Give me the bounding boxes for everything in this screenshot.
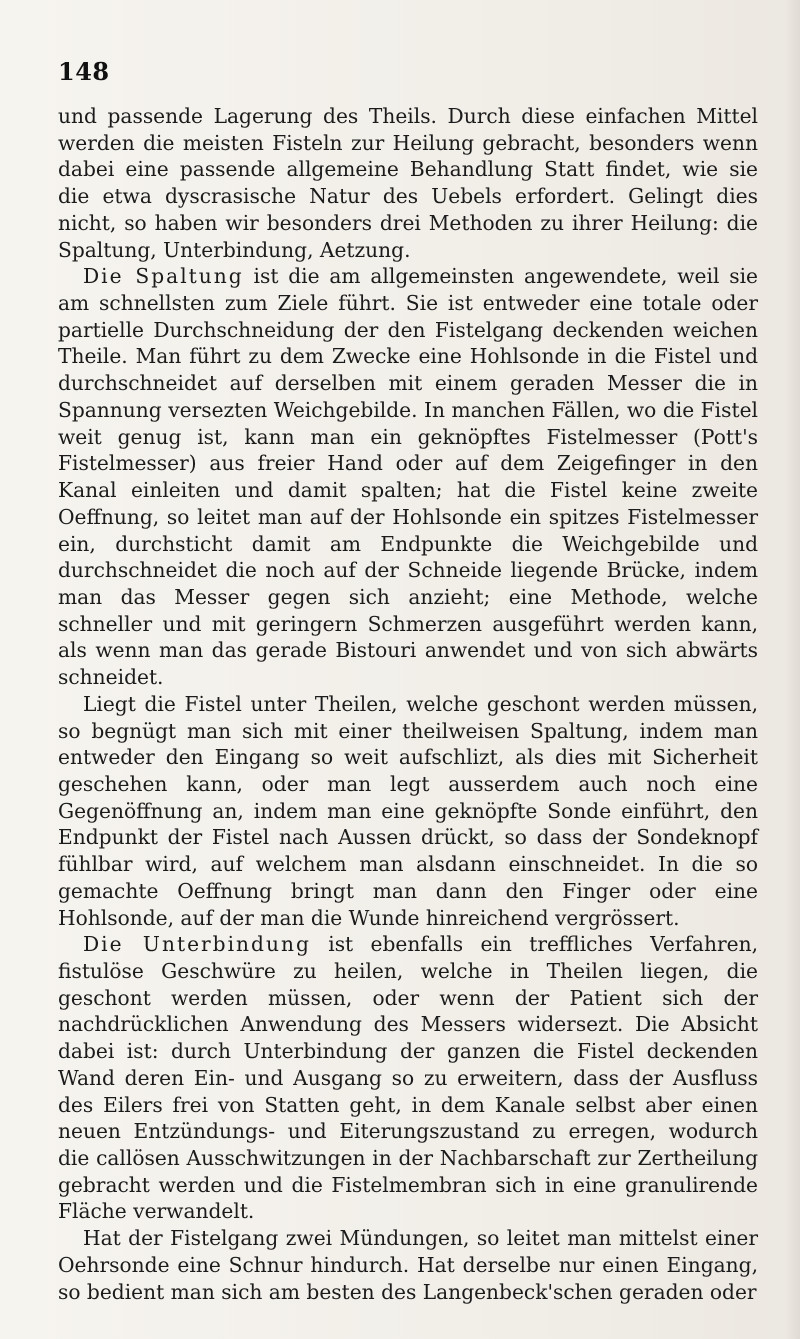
paragraph-4 <box>58 931 758 1225</box>
paragraph-1 <box>58 103 758 263</box>
paragraph-2 <box>58 263 758 691</box>
paragraph-4-heading: Die Unterbindung <box>83 932 311 957</box>
paragraph-4-text: ist ebenfalls ein treffliches Verfahren, fistulöse Geschwüre zu heilen, welche in Theilen liegen, die geschont werden müssen, oder wenn der Patient sich der nachdrücklichen Anwendung des Messers widersezt. Die Absicht dabei ist: durch Unterbindung der ganzen die Fistel deckenden Wand deren Ein- und Ausgang so zu erweitern, dass der Ausfluss des Eilers frei von Statten geht, in dem Kanale selbst aber einen neuen Entzündungs- und Eiterungszustand zu erregen, wodurch die callösen Ausschwitzungen in der Nachbarschaft zur Zertheilung gebracht werden und die Fistelmembran sich in eine granulirende Fläche verwandelt. <box>58 932 758 1224</box>
body-text <box>58 103 758 1305</box>
paragraph-5 <box>58 1225 758 1305</box>
paragraph-5-text: Hat der Fistelgang zwei Mündungen, so leitet man mittelst einer Oehrsonde eine Schnur hindurch. Hat derselbe nur einen Eingang, so bedient man sich am besten des Langenbeck'schen geraden oder <box>58 1226 758 1304</box>
paragraph-2-heading: Die Spaltung <box>83 264 244 289</box>
paragraph-2-text: ist die am allgemeinsten angewendete, weil sie am schnellsten zum Ziele führt. Sie ist entweder eine totale oder partielle Durchschneidung der den Fistelgang deckenden weichen Theile. Man führt zu dem Zwecke eine Hohlsonde in die Fistel und durchschneidet auf derselben mit einem geraden Messer die in Spannung versezten Weichgebilde. In manchen Fällen, wo die Fistel weit genug ist, kann man ein geknöpftes Fistelmesser (Pott's Fistelmesser) aus freier Hand oder auf dem Zeigefinger in den Kanal einleiten und damit spalten; hat die Fistel keine zweite Oeffnung, so leitet man auf der Hohlsonde ein spitzes Fistelmesser ein, durchsticht damit am Endpunkte die Weichgebilde und durchschneidet die noch auf der Schneide liegende Brücke, indem man das Messer gegen sich anzieht; eine Methode, welche schneller und mit geringern Schmerzen ausgeführt werden kann, als wenn man das gerade Bistouri anwendet und von sich abwärts schneidet. <box>58 264 758 690</box>
page-number: 148 <box>58 57 110 86</box>
paragraph-3 <box>58 691 758 931</box>
page-edge-shadow <box>786 0 800 1339</box>
paragraph-1-text: und passende Lagerung des Theils. Durch diese einfachen Mittel werden die meisten Fisteln zur Heilung gebracht, besonders wenn dabei eine passende allgemeine Behandlung Statt findet, wie sie die etwa dyscrasische Natur des Uebels erfordert. Gelingt dies nicht, so haben wir besonders drei Methoden zu ihrer Heilung: die Spaltung, Unterbindung, Aetzung. <box>58 104 758 262</box>
paragraph-3-text: Liegt die Fistel unter Theilen, welche geschont werden müssen, so begnügt man sich mit einer theilweisen Spaltung, indem man entweder den Eingang so weit aufschlizt, als dies mit Sicherheit geschehen kann, oder man legt ausserdem auch noch eine Gegenöffnung an, indem man eine geknöpfte Sonde einführt, den Endpunkt der Fistel nach Aussen drückt, so dass der Sondeknopf fühlbar wird, auf welchem man alsdann einschneidet. In die so gemachte Oeffnung bringt man dann den Finger oder eine Hohlsonde, auf der man die Wunde hinreichend vergrössert. <box>58 691 758 930</box>
